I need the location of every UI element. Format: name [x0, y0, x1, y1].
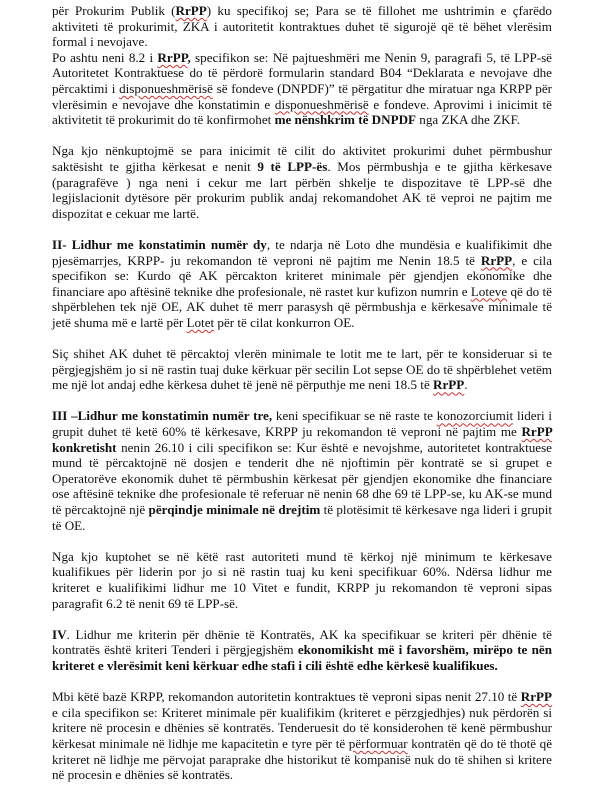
- bold-text-run: II- Lidhur me konstatimin numër dy: [52, 236, 267, 252]
- text-run: e fondeve. Aprovimi i inicimit të aktivitetit të prokurimit do të konfirmohet: [52, 96, 552, 128]
- text-run: ) ku specifikoj se; Para se të fillohet me ushtrimin e çfarëdo aktiviteti të prokurimit, ZKA i autoritetit kontraktues duhet të sigurojë që të bëhet vlerësim formal i nevojave.: [52, 3, 552, 50]
- paragraph-finding-four: [52, 627, 552, 674]
- spellcheck-flagged-word: Lotet: [186, 314, 215, 330]
- text-run: që do të shpërblehen tek një OE, AK duhet të merr parasysh që përmbushja e kërkesave minimale të jetë shuma më e lartë për: [52, 283, 552, 330]
- paragraph-finding-three: [52, 408, 552, 533]
- text-run: Nga kjo nënkuptojmë se para inicimit të cilit do aktivitet prokurimi duhet përmbushur saktësisht te gjitha kërkesat e nenit: [52, 143, 552, 174]
- text-run: .: [464, 377, 468, 393]
- bold-text-run: konkretisht: [52, 439, 117, 455]
- text-run: për të cilat konkurron OE.: [214, 314, 355, 330]
- text-run: kontratën që do të thotë që kriteret në lidhje me përvojat paraprake dhe historikut të kompanisë nuk do të shihen si kritere në procesin e dhënies së kontratës.: [52, 735, 553, 783]
- bold-text-run: me nënshkrim të DNPDF: [274, 112, 417, 128]
- text-run: Mbi këtë bazë KRPP, rekomandon autoritetin kontraktues të veproni sipas nenit 27.10 të: [52, 689, 521, 705]
- paragraph-lot-value: [52, 346, 552, 393]
- text-run: nenin 26.10 i cili specifikon se: Kur është e nevojshme, autoritetet kontraktuese mund të përcaktojnë në dosjen e tenderit dhe në njoftimin për kontratë se si grupet e Operatorëve ekonomik duhet të përmbushin kërkesat për gjendjen ekonomike dhe financiare ose aftësinë teknike dhe profesionale të referuar në nenin 68 dhe 69 të LPP-se, ku AK-se mund të përcaktojnë një: [52, 439, 552, 517]
- bold-text-run: ekonomikisht më i favorshëm, mirëpo te nën kriteret e vlerësimit keni kërkuar edhe stafi i cili është edhe kërkesë kualifikues.: [52, 642, 552, 673]
- bold-text-run: përqindje minimale në drejtim: [148, 502, 321, 517]
- text-run: specifikon se: Në pajtueshmëri me Nenin 9, paragrafi 5, të LPP-së Autoritetet Kontraktuese do të përdorë formularin standard B04 “Deklarata e nevojave dhe përcaktimi i: [52, 49, 552, 96]
- spellcheck-flagged-word: disponueshmërisë: [274, 96, 369, 112]
- spellcheck-flagged-word: përformuar: [348, 735, 408, 751]
- text-run: Nga kjo kuptohet se në këtë rast autoriteti mund të kërkoj një minimum te kërkesave kualifikues për liderin por jo si në rastin tuaj ku keni specifikuar 60%. Ndërsa lidhur me kriteret e kualifikimi lidhur me 10 Vitet e fundit, KRPP ju rekomandon të veproni sipas paragrafit 6.2 të nenit 69 të LPP-së.: [52, 548, 552, 611]
- text-run: të plotësimit të kërkesave nga lideri i grupit të OE.: [52, 502, 553, 533]
- text-run: keni specifikuar se në raste te: [272, 408, 437, 424]
- spellcheck-flagged-word: RrPP: [433, 377, 465, 393]
- bold-text-run: III –Lidhur me konstatimin numër tre,: [52, 408, 273, 424]
- text-run: nga ZKA dhe ZKF.: [416, 112, 521, 128]
- bold-text-run: 9 të LPP-ës: [257, 158, 328, 174]
- text-run: . Lidhur me kriterin për dhënie të Kontratës, AK ka specifikuar se kriteri për dhënie të kontratës është kriteri Tenderi i përgjegjshëm: [52, 626, 552, 658]
- text-run: Siç shihet AK duhet të përcaktoj vlerën minimale te lotit me te lart, për te konsideruar si te përgjegjshëm jo si në rastin tuaj duke kërkuar për secilin Lot sepse OE do të shpërblehet vetëm me një lot andaj edhe kërkesa duhet të jenë në përputhje me neni 18.5 të: [52, 346, 552, 393]
- text-run: lideri i grupit duhet të ketë 60% të kërkesave, KRPP ju rekomandon të veproni në pajtim me: [52, 408, 553, 440]
- spellcheck-flagged-word: RrPP: [480, 252, 513, 268]
- text-run: e cila specifikon se: Kriteret minimale për kualifikim (kriteret e përzgjedhjes) nuk përdorën si kritere në procesin e dhënies së kontratës. Tenderuesit do të konsiderohen të kenë përmbushur kërkesat minimale në lidhje me kapacitetin e tyre për të: [52, 704, 552, 751]
- paragraph-rrpp-8-2: [52, 50, 552, 128]
- bold-text-run: ,: [187, 49, 196, 65]
- paragraph-continuation: [52, 3, 552, 50]
- spellcheck-flagged-word: konozorciumit: [436, 408, 514, 424]
- spellcheck-flagged-word: disponueshmërisë: [119, 80, 213, 96]
- text-run: , te ndarja në Loto dhe mundësia e kualifikimit dhe pjesëmarrjes, KRPP- ju rekomandon të veproni në pajtim me Nenin 18.5 të: [52, 236, 552, 268]
- spellcheck-flagged-word: RrPP: [520, 689, 552, 705]
- document-page: [52, 3, 552, 798]
- spellcheck-flagged-word: RrPP: [521, 424, 552, 440]
- paragraph-finding-two: [52, 237, 552, 331]
- paragraph-leader-minimum: [52, 549, 552, 611]
- paragraph-implication: [52, 143, 552, 221]
- spellcheck-flagged-word: RrPP: [157, 49, 188, 65]
- text-run: për Prokurim Publik (: [52, 3, 176, 18]
- paragraph-recommendation: [52, 689, 552, 783]
- text-run: , e cila specifikon se: Kurdo që AK përcakton kriteret minimale për gjendjen ekonomike dhe financiare apo aftësinë teknike dhe profesionale, në rastet kur kufizon numrin e: [52, 252, 553, 299]
- spellcheck-flagged-word: Loteve: [470, 283, 508, 299]
- spellcheck-flagged-word: RrPP: [175, 3, 207, 18]
- bold-text-run: IV: [52, 626, 67, 642]
- text-run: . Mos përmbushja e te gjitha kërkesave (paragrafëve ) nga neni i cekur me lart përbën shkelje te dispozitave të LPP-së dhe legjislacionit dytësore për prokurim publik andaj rekomandohet AK të veproi ne pajtim me dispozitat e cekuar me lartë.: [52, 158, 552, 221]
- text-run: së fondeve (DNPDF)” të përgatitur dhe miratuar nga KRPP për vlerësimin e nevojave dhe konstatimin e: [52, 80, 552, 112]
- text-run: Po ashtu neni 8.2 i: [52, 49, 158, 65]
